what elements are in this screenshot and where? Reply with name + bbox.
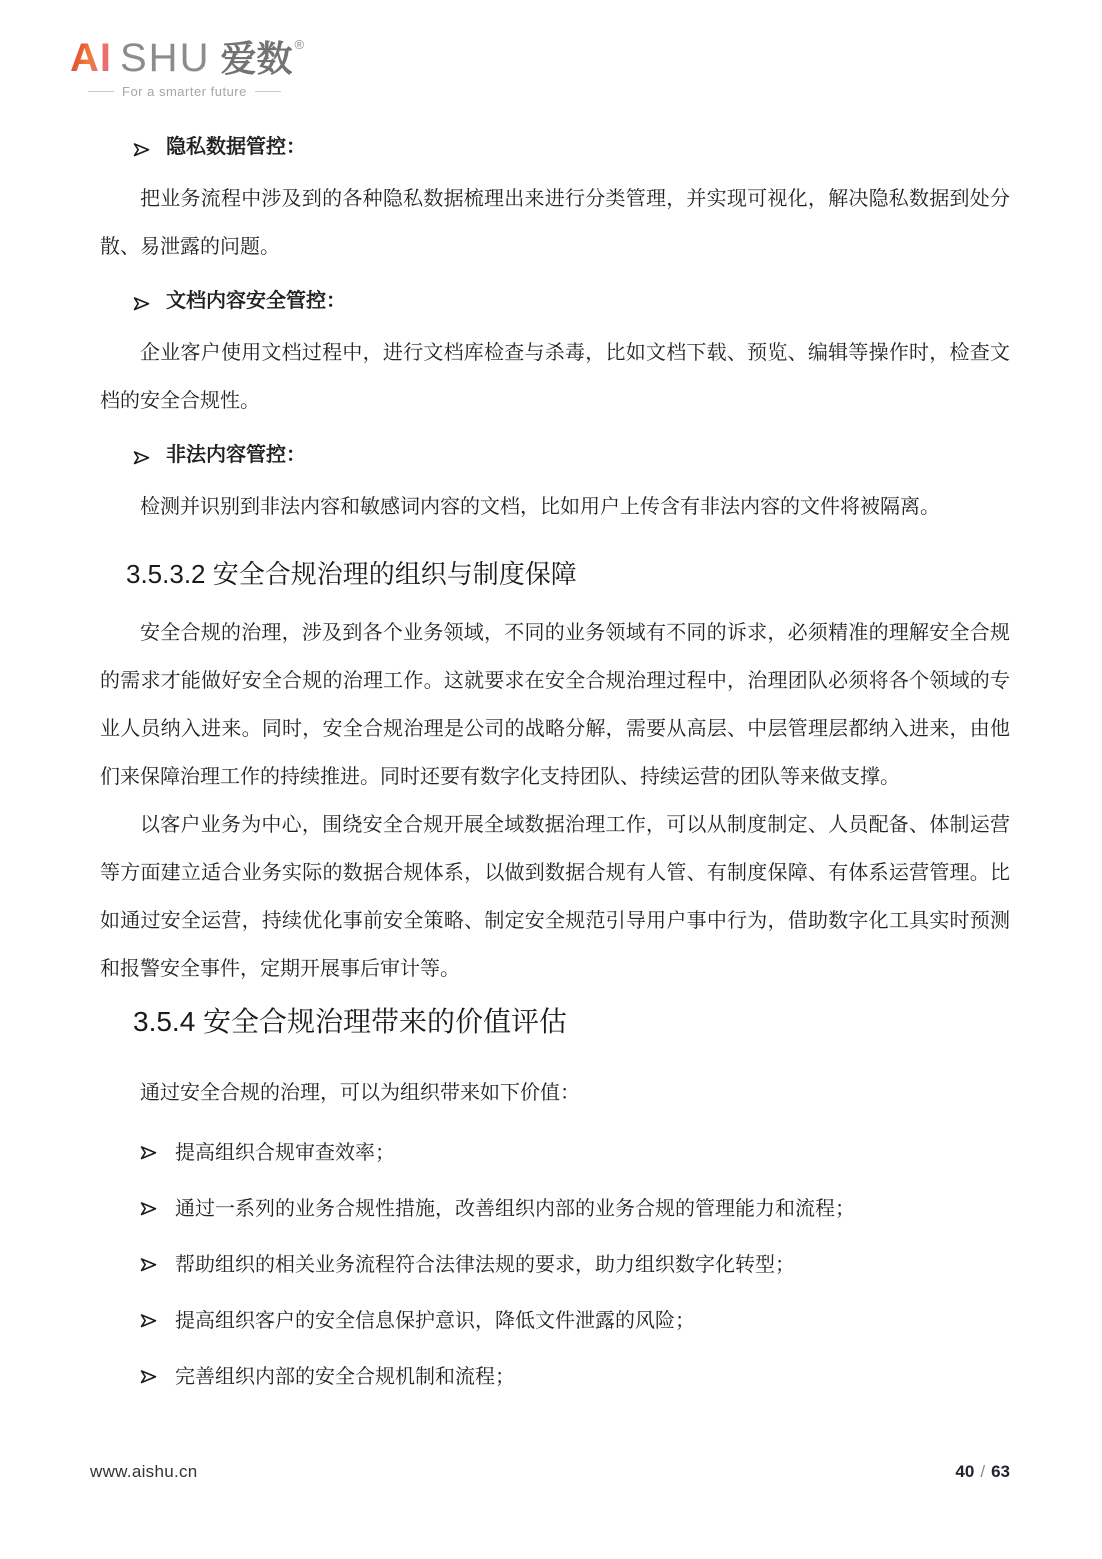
list-item [140,1251,1010,1279]
list-item [140,1195,1010,1223]
bullet-heading-illegal-content-control [133,441,1010,469]
list-item-text: 提高组织客户的安全信息保护意识，降低文件泄露的风险； [175,1310,695,1332]
bullet-heading-doc-content-control [133,287,1010,315]
arrowhead-right-icon [133,295,150,312]
arrowhead-right-icon [140,1200,157,1217]
bullet-heading-label: 非法内容管控： [166,444,306,466]
arrowhead-right-icon [140,1368,157,1385]
paragraph-governance-org: 安全合规的治理，涉及到各个业务领域，不同的业务领域有不同的诉求，必须精准的理解安全合规的需求才能做好安全合规的治理工作。这就要求在安全合规治理过程中，治理团队必须将各个领域的专业人员纳入进来。同时，安全合规治理是公司的战略分解，需要从高层、中层管理层都纳入进来，由他们来保障治理工作的持续推进。同时还要有数字化支持团队、持续运营的团队等来做支撑。 [100,622,1010,788]
paragraph-value-intro: 通过安全合规的治理，可以为组织带来如下价值： [140,1082,580,1104]
logo-cn-text: 爱数 [220,38,293,79]
page-header [0,0,1102,99]
page-number [955,1462,1010,1482]
logo-ai-text: AI [70,36,112,80]
section-heading-3-5-4: 3.5.4 安全合规治理带来的价值评估 [133,1006,568,1037]
list-item [140,1363,1010,1391]
arrowhead-right-icon [140,1312,157,1329]
logo-tagline [88,84,1102,99]
aishu-logo [70,38,1102,78]
section-heading-3-5-3-2: 3.5.3.2 安全合规治理的组织与制度保障 [126,559,577,589]
list-item-text: 提高组织合规审查效率； [175,1142,395,1164]
list-item-text: 完善组织内部的安全合规机制和流程； [175,1366,515,1388]
page-number-total: 63 [991,1462,1010,1481]
arrowhead-right-icon [140,1256,157,1273]
bullet-heading-label: 隐私数据管控： [166,136,306,158]
tagline-text: For a smarter future [122,84,247,99]
tagline-right-rule [255,91,281,92]
page-footer [90,1462,1010,1482]
arrowhead-right-icon [140,1144,157,1161]
footer-website: www.aishu.cn [90,1462,198,1481]
logo-shu-text: SHU [120,36,211,80]
paragraph-illegal-content-control: 检测并识别到非法内容和敏感词内容的文档，比如用户上传含有非法内容的文件将被隔离。 [140,496,940,518]
list-item [140,1139,1010,1167]
list-item-text: 帮助组织的相关业务流程符合法律法规的要求，助力组织数字化转型； [175,1254,795,1276]
arrowhead-right-icon [133,141,150,158]
paragraph-privacy-control: 把业务流程中涉及到的各种隐私数据梳理出来进行分类管理，并实现可视化，解决隐私数据到处分散、易泄露的问题。 [100,188,1010,258]
tagline-left-rule [88,91,114,92]
paragraph-doc-content-control: 企业客户使用文档过程中，进行文档库检查与杀毒，比如文档下载、预览、编辑等操作时，检查文档的安全合规性。 [100,342,1010,412]
list-item [140,1307,1010,1335]
bullet-heading-privacy-control [133,133,1010,161]
paragraph-governance-system: 以客户业务为中心，围绕安全合规开展全域数据治理工作，可以从制度制定、人员配备、体制运营等方面建立适合业务实际的数据合规体系，以做到数据合规有人管、有制度保障、有体系运营管理。比如通过安全运营，持续优化事前安全策略、制定安全规范引导用户事中行为，借助数字化工具实时预测和报警安全事件，定期开展事后审计等。 [100,814,1010,980]
arrowhead-right-icon [133,449,150,466]
value-list [100,1139,1010,1391]
bullet-heading-label: 文档内容安全管控： [166,290,346,312]
list-item-text: 通过一系列的业务合规性措施，改善组织内部的业务合规的管理能力和流程； [175,1198,855,1220]
page-number-separator: / [980,1462,986,1481]
document-body [0,133,1102,1391]
page-number-current: 40 [955,1462,975,1481]
registered-trademark-icon: ® [294,37,305,52]
